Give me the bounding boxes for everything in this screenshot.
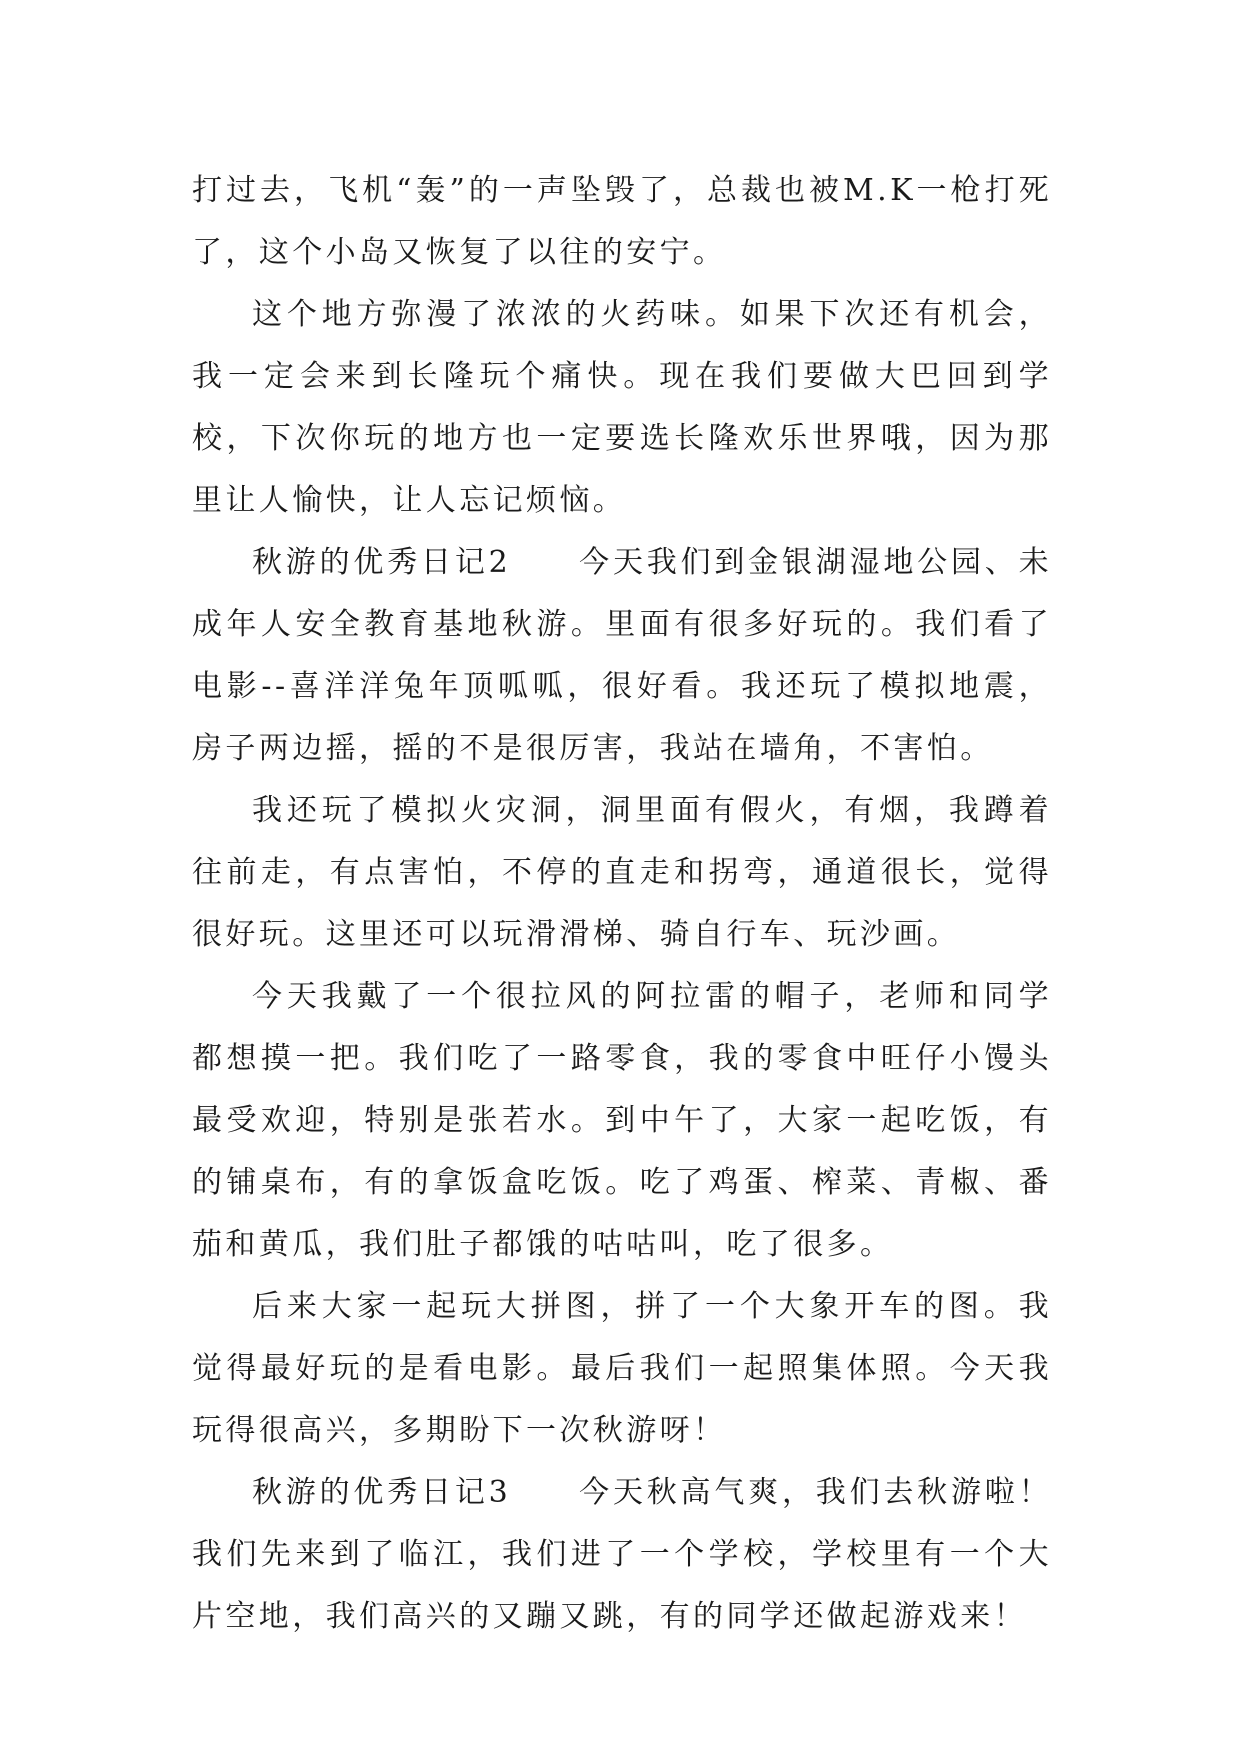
paragraph: 我还玩了模拟火灾洞，洞里面有假火，有烟，我蹲着往前走，有点害怕，不停的直走和拐弯，通道很长，觉得很好玩。这里还可以玩滑滑梯、骑自行车、玩沙画。: [192, 793, 1052, 952]
paragraph-diary-3-start: 秋游的优秀日记3 今天秋高气爽，我们去秋游啦！我们先来到了临江，我们进了一个学校，学校里有一个大片空地，我们高兴的又蹦又跳，有的同学还做起游戏来！: [192, 1475, 1052, 1634]
paragraph: 后来大家一起玩大拼图，拼了一个大象开车的图。我觉得最好玩的是看电影。最后我们一起照集体照。今天我玩得很高兴，多期盼下一次秋游呀！: [192, 1289, 1052, 1448]
paragraph-continuation: 打过去，飞机“轰”的一声坠毁了，总裁也被M.K一枪打死了，这个小岛又恢复了以往的安宁。: [192, 173, 1052, 270]
paragraph: 这个地方弥漫了浓浓的火药味。如果下次还有机会，我一定会来到长隆玩个痛快。现在我们要做大巴回到学校，下次你玩的地方也一定要选长隆欢乐世界哦，因为那里让人愉快，让人忘记烦恼。: [192, 297, 1052, 518]
paragraph-diary-2-start: 秋游的优秀日记2 今天我们到金银湖湿地公园、未成年人安全教育基地秋游。里面有很多好玩的。我们看了电影--喜洋洋兔年顶呱呱，很好看。我还玩了模拟地震，房子两边摇，摇的不是很厉害，我站在墙角，不害怕。: [192, 545, 1052, 766]
paragraph: 今天我戴了一个很拉风的阿拉雷的帽子，老师和同学都想摸一把。我们吃了一路零食，我的零食中旺仔小馒头最受欢迎，特别是张若水。到中午了，大家一起吃饭，有的铺桌布，有的拿饭盒吃饭。吃了鸡蛋、榨菜、青椒、番茄和黄瓜，我们肚子都饿的咕咕叫，吃了很多。: [192, 979, 1052, 1262]
document-body: [192, 160, 1052, 1648]
